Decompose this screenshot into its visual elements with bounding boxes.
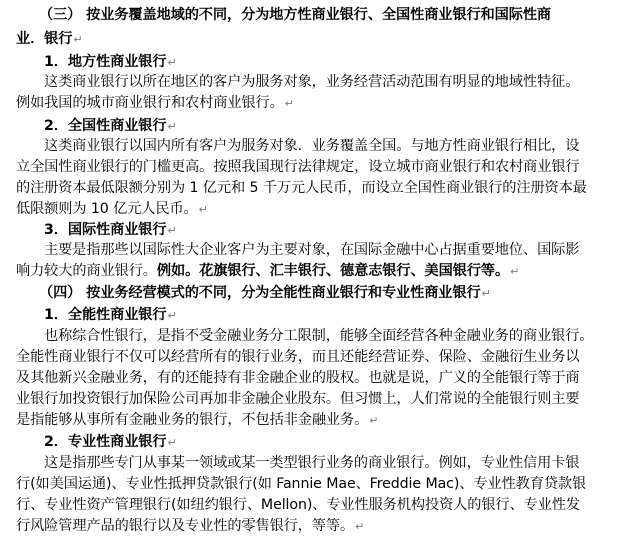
subheading-national-bank-text: 2．全国性商业银行 bbox=[44, 118, 167, 134]
paragraph-line bbox=[44, 73, 579, 92]
subheading-local-bank-text: 1．地方性商业银行 bbox=[44, 54, 167, 70]
paragraph-line bbox=[44, 454, 579, 473]
paragraph-line-examples bbox=[16, 262, 519, 281]
subheading-universal-bank-text: 1．全能性商业银行 bbox=[44, 307, 167, 323]
paragraph-line-text bbox=[16, 263, 509, 279]
paragraph-line bbox=[16, 390, 580, 409]
paragraph-mark-icon: ↵ bbox=[73, 33, 83, 46]
paragraph-line bbox=[44, 137, 579, 156]
paragraph-line bbox=[44, 241, 579, 260]
paragraph-mark-icon: ↵ bbox=[167, 56, 177, 69]
paragraph-mark-icon: ↵ bbox=[167, 224, 177, 237]
paragraph-mark-icon: ↵ bbox=[355, 520, 365, 533]
subheading-local-bank bbox=[44, 53, 177, 72]
paragraph-line-text: 行(如美国运通)、专业性抵押贷款银行(如 Fannie Mae、Freddie Mac)、专业性教育贷款银 bbox=[16, 476, 587, 492]
paragraph-line-text: 是指能够从事所有金融业务的银行，不包括非金融业务。 bbox=[16, 412, 369, 428]
subheading-universal-bank bbox=[44, 306, 177, 325]
paragraph-line bbox=[16, 369, 580, 388]
paragraph-line-text: 全能性商业银行不仅可以经营所有的银行业务，而且还能经营证券、保险、金融衍生业务以 bbox=[16, 349, 580, 365]
paragraph-mark-icon: ↵ bbox=[167, 120, 177, 133]
paragraph-mark-icon: ↵ bbox=[481, 287, 491, 300]
paragraph-line-text: 行风险管理产品的银行以及专业性的零售银行，等等。 bbox=[16, 518, 355, 534]
paragraph-line bbox=[16, 179, 587, 198]
heading-section-4 bbox=[39, 284, 491, 303]
paragraph-mark-icon: ↵ bbox=[167, 309, 177, 322]
paragraph-line bbox=[16, 411, 378, 430]
paragraph-line-text: 立全国性商业银行的门槛更高。按照我国现行法律规定，设立城市商业银行和农村商业银行 bbox=[16, 159, 580, 175]
heading-section-3-text: （三） 按业务覆盖地域的不同，分为地方性商业银行、全国性商业银行和国际性商 bbox=[39, 7, 551, 23]
subheading-international-bank bbox=[44, 221, 177, 240]
paragraph-mark-icon: ↵ bbox=[510, 265, 520, 278]
paragraph-mark-icon: ↵ bbox=[167, 436, 177, 449]
paragraph-line bbox=[16, 517, 364, 536]
heading-section-3 bbox=[39, 6, 551, 25]
paragraph-line-text: 主要是指那些以国际性大企业客户为主要对象，在国际金融中心占据重要地位、国际影 bbox=[44, 242, 580, 258]
paragraph-line bbox=[16, 348, 580, 367]
paragraph-text-normal: 响力较大的商业银行。 bbox=[16, 263, 157, 279]
paragraph-line-text: 这类商业银行以国内所有客户为服务对象．业务覆盖全国。与地方性商业银行相比，设 bbox=[44, 138, 580, 154]
subheading-specialized-bank-text: 2．专业性商业银行 bbox=[44, 434, 167, 450]
subheading-national-bank bbox=[44, 117, 177, 136]
paragraph-line bbox=[16, 475, 586, 494]
paragraph-line-text: 及其他新兴金融业务，有的还能持有非金融企业的股权。也就是说，广义的全能银行等于商 bbox=[16, 370, 580, 386]
paragraph-line bbox=[16, 200, 208, 219]
paragraph-mark-icon: ↵ bbox=[198, 203, 208, 216]
paragraph-line-text: 的注册资本最低限额分别为 1 亿元和 5 千万元人民币，而设立全国性商业银行的注册资本最 bbox=[16, 180, 587, 196]
heading-section-4-text: （四） 按业务经营模式的不同，分为全能性商业银行和专业性商业银行 bbox=[39, 285, 481, 301]
paragraph-line-text: 业银行加投资银行加保险公司再加非金融企业股东。但习惯上，人们常说的全能银行则主要 bbox=[16, 391, 580, 407]
paragraph-line-text: 这类商业银行以所在地区的客户为服务对象，业务经营活动范围有明显的地域性特征。 bbox=[44, 74, 580, 90]
paragraph-line-text: 低限额则为 10 亿元人民币。 bbox=[16, 201, 198, 217]
paragraph-line bbox=[16, 158, 580, 177]
heading-section-3-cont bbox=[16, 30, 82, 49]
paragraph-line-text: 行、专业性资产管理银行(如纽约银行、Mellon)、专业性服务机构投资人的银行、专业性发 bbox=[16, 497, 580, 513]
paragraph-mark-icon: ↵ bbox=[369, 414, 379, 427]
paragraph-line bbox=[16, 496, 580, 515]
paragraph-mark-icon: ↵ bbox=[284, 97, 294, 110]
paragraph-text-bold: 例如。花旗银行、汇丰银行、德意志银行、美国银行等。 bbox=[156, 263, 510, 279]
heading-section-3-cont-text: 业．银行 bbox=[16, 31, 73, 47]
subheading-specialized-bank bbox=[44, 433, 177, 452]
paragraph-line bbox=[16, 94, 294, 113]
subheading-international-bank-text: 3．国际性商业银行 bbox=[44, 222, 167, 238]
paragraph-line-text: 例如我国的城市商业银行和农村商业银行。 bbox=[16, 95, 284, 111]
paragraph-line-text: 这是指那些专门从事某一领域或某一类型银行业务的商业银行。例如，专业性信用卡银 bbox=[44, 455, 580, 471]
paragraph-line-text: 也称综合性银行，是指不受金融业务分工限制，能够全面经营各种金融业务的商业银行。 bbox=[44, 328, 594, 344]
paragraph-line bbox=[44, 327, 593, 346]
